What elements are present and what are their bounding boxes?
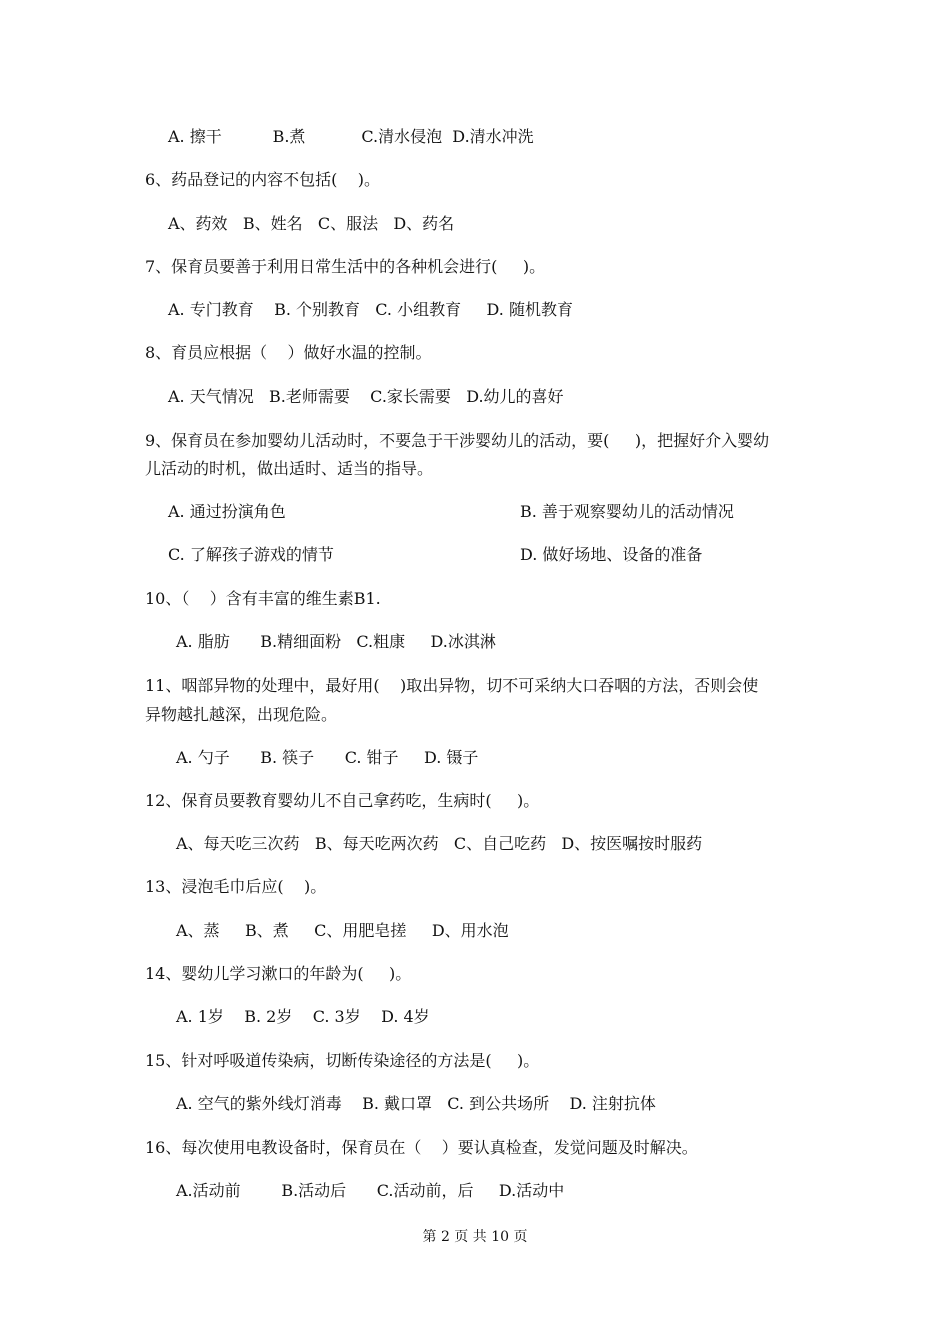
question-10: 10、（ ）含有丰富的维生素B1. — [145, 589, 381, 608]
question-7: 7、保育员要善于利用日常生活中的各种机会进行( )。 — [145, 257, 546, 276]
question-15: 15、针对呼吸道传染病，切断传染途径的方法是( )。 — [145, 1051, 540, 1070]
option-c: C. 了解孩子游戏的情节 — [168, 545, 334, 564]
option-d: D. 做好场地、设备的准备 — [520, 545, 703, 564]
option-line: A、药效 B、姓名 C、服法 D、药名 — [168, 214, 455, 233]
page-footer: 第 2 页 共 10 页 — [422, 1229, 528, 1245]
question-9: 9、保育员在参加婴幼儿活动时，不要急于干涉婴幼儿的活动，要( )，把握好介入婴幼 — [145, 431, 770, 450]
option-b: B. 善于观察婴幼儿的活动情况 — [520, 502, 734, 521]
question-14: 14、婴幼儿学习漱口的年龄为( )。 — [145, 964, 412, 983]
question-13: 13、浸泡毛巾后应( )。 — [145, 877, 327, 896]
question-11: 11、咽部异物的处理中，最好用( )取出异物，切不可采纳大口吞咽的方法，否则会使 — [145, 676, 759, 695]
question-8: 8、育员应根据（ ）做好水温的控制。 — [145, 343, 432, 362]
option-line: A. 专门教育 B. 个别教育 C. 小组教育 D. 随机教育 — [168, 300, 573, 319]
question-16: 16、每次使用电教设备时，保育员在（ ）要认真检查，发觉问题及时解决。 — [145, 1138, 698, 1157]
question-9-continued: 儿活动的时机，做出适时、适当的指导。 — [145, 459, 434, 478]
option-line: A. 擦干 B.煮 C.清水侵泡 D.清水冲洗 — [168, 127, 534, 146]
question-11-continued: 异物越扎越深，出现危险。 — [145, 705, 338, 724]
option-line: A.活动前 B.活动后 C.活动前，后 D.活动中 — [176, 1181, 565, 1200]
option-a: A. 通过扮演角色 — [168, 502, 286, 521]
option-line: A. 脂肪 B.精细面粉 C.粗康 D.冰淇淋 — [176, 632, 496, 651]
option-line: A、蒸 B、煮 C、用肥皂搓 D、用水泡 — [176, 921, 509, 940]
option-line: A. 天气情况 B.老师需要 C.家长需要 D.幼儿的喜好 — [168, 387, 564, 406]
option-line: A. 空气的紫外线灯消毒 B. 戴口罩 C. 到公共场所 D. 注射抗体 — [176, 1094, 656, 1113]
option-line: A. 勺子 B. 筷子 C. 钳子 D. 镊子 — [176, 748, 479, 767]
option-line: A. 1岁 B. 2岁 C. 3岁 D. 4岁 — [176, 1007, 430, 1026]
question-6: 6、药品登记的内容不包括( )。 — [145, 170, 381, 189]
question-12: 12、保育员要教育婴幼儿不自己拿药吃，生病时( )。 — [145, 791, 540, 810]
option-line: A、每天吃三次药 B、每天吃两次药 C、自己吃药 D、按医嘱按时服药 — [176, 834, 703, 853]
